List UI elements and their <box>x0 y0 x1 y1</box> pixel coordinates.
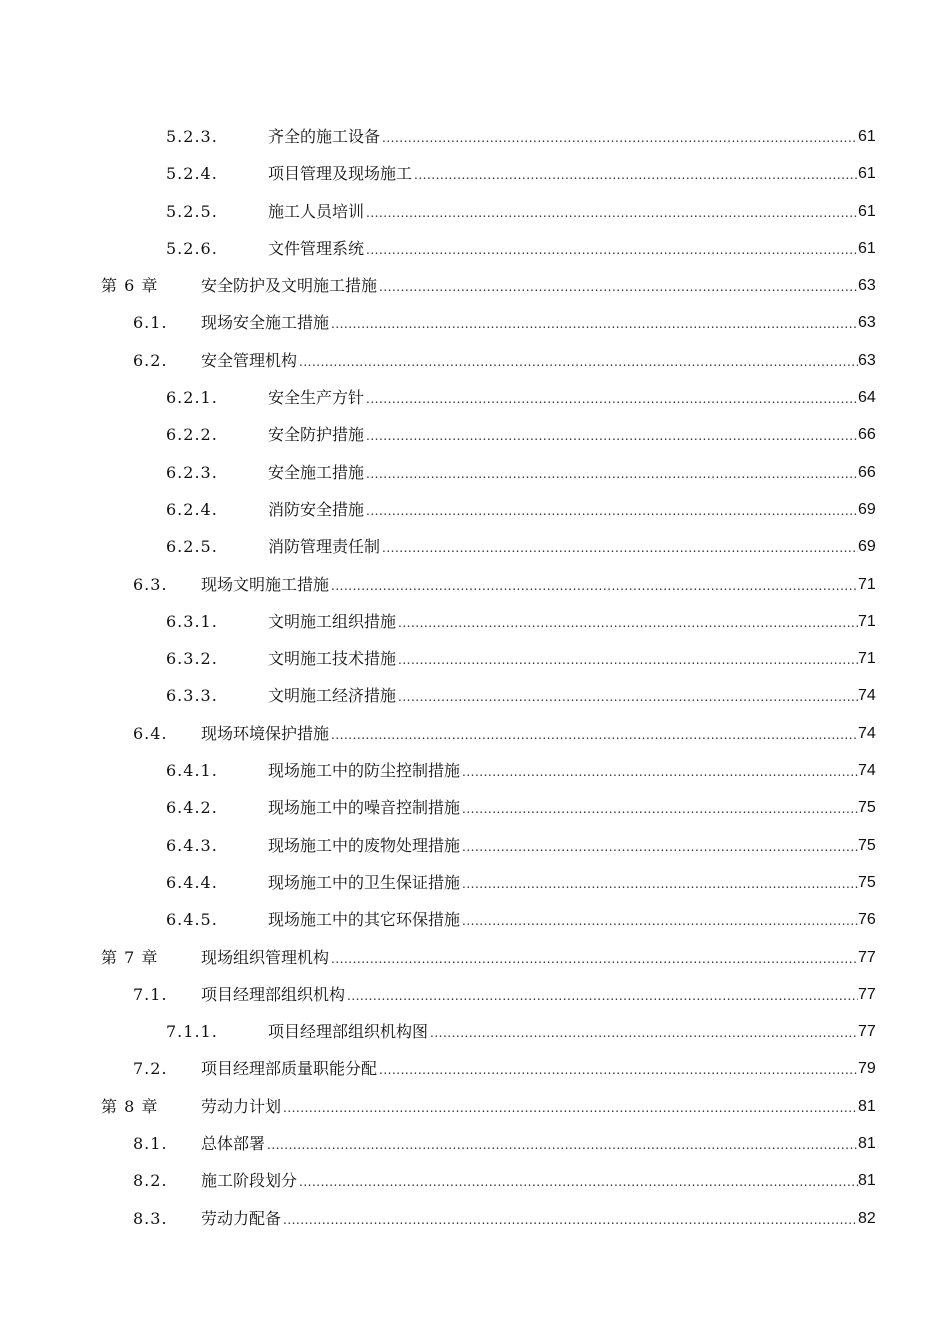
toc-entry-page: 63 <box>858 351 876 369</box>
toc-entry[interactable] <box>0 528 950 565</box>
toc-entry[interactable] <box>0 1125 950 1162</box>
toc-dot-leader <box>382 120 858 157</box>
toc-dot-leader <box>462 903 858 940</box>
toc-dot-leader <box>398 679 858 716</box>
toc-entry-page: 75 <box>858 799 876 817</box>
toc-entry-page: 74 <box>858 724 876 742</box>
toc-entry-title: 施工阶段划分 <box>201 1171 298 1191</box>
toc-entry-title: 消防安全措施 <box>268 499 365 519</box>
toc-entry-number: 8.1. <box>133 1134 168 1154</box>
toc-entry-number: 8.2. <box>133 1171 168 1191</box>
toc-entry-title-line <box>201 1200 858 1239</box>
toc-entry[interactable] <box>0 193 950 230</box>
toc-dot-leader <box>283 1090 858 1127</box>
toc-entry-number: 6.2.2. <box>166 425 218 445</box>
toc-entry-page: 75 <box>858 873 876 891</box>
toc-dot-leader <box>331 306 858 343</box>
toc-entry-number: 6.3. <box>133 574 168 594</box>
toc-entry-page: 71 <box>858 575 876 593</box>
toc-entry-number: 6.3.3. <box>166 686 218 706</box>
toc-entry-page: 81 <box>858 1135 876 1153</box>
toc-entry-title: 安全防护措施 <box>268 425 365 445</box>
toc-entry-title-line <box>201 976 858 1015</box>
toc-entry-title-line <box>268 603 858 642</box>
toc-entry-page: 63 <box>858 314 876 332</box>
toc-entry-number: 6.4. <box>133 723 168 743</box>
toc-entry-number: 7.1.1. <box>166 1022 218 1042</box>
toc-dot-leader <box>462 754 858 791</box>
toc-entry-page: 77 <box>858 948 876 966</box>
toc-dot-leader <box>366 456 858 493</box>
toc-entry-title-line <box>268 1013 858 1052</box>
toc-entry[interactable] <box>0 827 950 864</box>
toc-dot-leader <box>267 1127 858 1164</box>
toc-entry-number: 7.1. <box>133 984 168 1004</box>
toc-entry-title-line <box>201 1162 858 1201</box>
toc-entry[interactable] <box>0 1013 950 1050</box>
toc-entry-page: 71 <box>858 612 876 630</box>
toc-entry-title-line <box>268 118 858 157</box>
toc-dot-leader <box>299 1164 858 1201</box>
toc-entry[interactable] <box>0 864 950 901</box>
toc-entry[interactable] <box>0 491 950 528</box>
toc-entry[interactable] <box>0 752 950 789</box>
toc-entry-page: 64 <box>858 389 876 407</box>
toc-entry-title: 安全生产方针 <box>268 388 365 408</box>
toc-entry[interactable] <box>0 976 950 1013</box>
toc-entry-page: 69 <box>858 538 876 556</box>
toc-entry-number: 6.2. <box>133 350 168 370</box>
toc-entry-title: 项目经理部质量职能分配 <box>201 1059 378 1079</box>
toc-entry-title: 文件管理系统 <box>268 238 365 258</box>
toc-dot-leader <box>331 717 858 754</box>
toc-entry-page: 75 <box>858 836 876 854</box>
toc-dot-leader <box>379 269 858 306</box>
toc-entry[interactable] <box>0 715 950 752</box>
toc-entry-page: 74 <box>858 687 876 705</box>
toc-entry-title-line <box>201 267 858 306</box>
table-of-contents <box>0 118 950 1237</box>
toc-entry[interactable] <box>0 640 950 677</box>
toc-entry-number: 7.2. <box>133 1059 168 1079</box>
toc-entry-title: 现场组织管理机构 <box>201 947 330 967</box>
toc-entry-title: 文明施工组织措施 <box>268 611 397 631</box>
toc-entry-number: 5.2.4. <box>166 164 218 184</box>
toc-entry-page: 63 <box>858 277 876 295</box>
toc-entry-title-line <box>268 827 858 866</box>
toc-entry-number: 6.1. <box>133 313 168 333</box>
toc-entry-page: 61 <box>858 165 876 183</box>
toc-entry-title: 现场施工中的废物处理措施 <box>268 835 461 855</box>
toc-entry-title-line <box>201 304 858 343</box>
toc-entry-number: 6.2.5. <box>166 537 218 557</box>
toc-entry-title-line <box>268 155 858 194</box>
toc-entry[interactable] <box>0 304 950 341</box>
toc-entry-page: 61 <box>858 239 876 257</box>
toc-entry-page: 81 <box>858 1097 876 1115</box>
toc-entry-title-line <box>201 939 858 978</box>
toc-entry-number: 6.4.5. <box>166 910 218 930</box>
toc-entry-number: 6.4.3. <box>166 835 218 855</box>
toc-dot-leader <box>379 1052 858 1089</box>
toc-entry-number: 6.4.1. <box>166 761 218 781</box>
toc-entry-title-line <box>201 715 858 754</box>
toc-entry-title-line <box>201 342 858 381</box>
toc-entry-number: 第 6 章 <box>101 276 159 296</box>
toc-entry-number: 6.4.2. <box>166 798 218 818</box>
toc-entry-title-line <box>201 1088 858 1127</box>
toc-entry-page: 66 <box>858 463 876 481</box>
toc-entry-title-line <box>268 193 858 232</box>
toc-entry-title: 消防管理责任制 <box>268 537 381 557</box>
toc-entry-title-line <box>268 379 858 418</box>
toc-entry[interactable] <box>0 1162 950 1199</box>
toc-entry-title-line <box>201 1125 858 1164</box>
toc-entry-title: 现场施工中的其它环保措施 <box>268 910 461 930</box>
toc-dot-leader <box>347 978 858 1015</box>
toc-entry-title: 项目管理及现场施工 <box>268 164 413 184</box>
toc-entry[interactable] <box>0 677 950 714</box>
toc-dot-leader <box>398 605 858 642</box>
toc-entry[interactable] <box>0 342 950 379</box>
toc-entry-page: 79 <box>858 1060 876 1078</box>
toc-entry-number: 6.2.4. <box>166 499 218 519</box>
toc-entry-page: 77 <box>858 1023 876 1041</box>
toc-dot-leader <box>462 791 858 828</box>
toc-entry-title: 现场安全施工措施 <box>201 313 330 333</box>
toc-dot-leader <box>462 829 858 866</box>
toc-entry-title-line <box>201 1050 858 1089</box>
toc-entry-title-line <box>268 752 858 791</box>
toc-entry-page: 61 <box>858 202 876 220</box>
toc-entry-page: 81 <box>858 1172 876 1190</box>
toc-entry[interactable] <box>0 155 950 192</box>
toc-entry-title: 现场施工中的噪音控制措施 <box>268 798 461 818</box>
toc-entry-number: 第 7 章 <box>101 947 159 967</box>
toc-entry-number: 6.3.1. <box>166 611 218 631</box>
toc-entry-title-line <box>268 491 858 530</box>
toc-entry-title: 现场环境保护措施 <box>201 723 330 743</box>
toc-entry[interactable] <box>0 789 950 826</box>
toc-entry-title: 施工人员培训 <box>268 201 365 221</box>
toc-entry-title-line <box>268 677 858 716</box>
toc-entry-page: 71 <box>858 650 876 668</box>
toc-entry[interactable] <box>0 901 950 938</box>
toc-entry-number: 6.2.3. <box>166 462 218 482</box>
toc-entry-title: 安全施工措施 <box>268 462 365 482</box>
toc-entry-number: 第 8 章 <box>101 1096 159 1116</box>
toc-entry-page: 82 <box>858 1209 876 1227</box>
toc-dot-leader <box>398 642 858 679</box>
toc-dot-leader <box>283 1202 858 1239</box>
toc-dot-leader <box>366 381 858 418</box>
toc-entry-title-line <box>268 230 858 269</box>
toc-entry[interactable] <box>0 230 950 267</box>
toc-dot-leader <box>430 1015 858 1052</box>
toc-entry-title: 现场施工中的防尘控制措施 <box>268 761 461 781</box>
toc-entry-page: 74 <box>858 762 876 780</box>
toc-dot-leader <box>414 157 858 194</box>
toc-entry-title: 文明施工经济措施 <box>268 686 397 706</box>
toc-entry[interactable] <box>0 1050 950 1087</box>
toc-entry[interactable] <box>0 454 950 491</box>
toc-entry-number: 6.3.2. <box>166 649 218 669</box>
toc-entry[interactable] <box>0 379 950 416</box>
toc-entry-title-line <box>268 454 858 493</box>
toc-entry-number: 5.2.5. <box>166 201 218 221</box>
toc-entry-number: 6.2.1. <box>166 388 218 408</box>
toc-entry[interactable] <box>0 267 950 304</box>
toc-entry-title: 齐全的施工设备 <box>268 127 381 146</box>
toc-entry-title: 项目经理部组织机构 <box>201 984 346 1004</box>
toc-entry-page: 66 <box>858 426 876 444</box>
toc-entry-title: 安全管理机构 <box>201 350 298 370</box>
toc-entry-title: 文明施工技术措施 <box>268 649 397 669</box>
toc-entry-page: 76 <box>858 911 876 929</box>
toc-entry-title: 现场文明施工措施 <box>201 574 330 594</box>
toc-entry-title: 劳动力配备 <box>201 1208 282 1228</box>
toc-entry-page: 77 <box>858 985 876 1003</box>
toc-entry[interactable] <box>0 416 950 453</box>
toc-entry[interactable] <box>0 603 950 640</box>
toc-dot-leader <box>366 195 858 232</box>
toc-dot-leader <box>331 941 858 978</box>
toc-entry-page: 69 <box>858 500 876 518</box>
toc-entry-title-line <box>201 566 858 605</box>
toc-entry[interactable] <box>0 1200 950 1237</box>
toc-entry-title-line <box>268 864 858 903</box>
toc-dot-leader <box>382 530 858 567</box>
toc-entry-number: 8.3. <box>133 1208 168 1228</box>
toc-entry-title-line <box>268 640 858 679</box>
toc-dot-leader <box>299 344 858 381</box>
toc-entry-title: 项目经理部组织机构图 <box>268 1022 429 1042</box>
toc-entry-title-line <box>268 416 858 455</box>
toc-entry-number: 5.2.6. <box>166 238 218 258</box>
toc-entry-title: 劳动力计划 <box>201 1096 282 1116</box>
toc-entry[interactable] <box>0 1088 950 1125</box>
toc-entry-title: 总体部署 <box>201 1134 266 1154</box>
toc-dot-leader <box>366 418 858 455</box>
toc-entry[interactable] <box>0 118 950 155</box>
toc-dot-leader <box>331 568 858 605</box>
toc-entry-title: 安全防护及文明施工措施 <box>201 276 378 296</box>
toc-dot-leader <box>366 493 858 530</box>
toc-dot-leader <box>366 232 858 269</box>
toc-entry[interactable] <box>0 939 950 976</box>
toc-dot-leader <box>462 866 858 903</box>
toc-entry[interactable] <box>0 566 950 603</box>
toc-entry-number: 6.4.4. <box>166 872 218 892</box>
toc-entry-page: 61 <box>858 128 876 145</box>
toc-entry-title-line <box>268 528 858 567</box>
toc-entry-title: 现场施工中的卫生保证措施 <box>268 872 461 892</box>
toc-entry-number: 5.2.3. <box>166 127 218 146</box>
toc-entry-title-line <box>268 789 858 828</box>
toc-entry-title-line <box>268 901 858 940</box>
